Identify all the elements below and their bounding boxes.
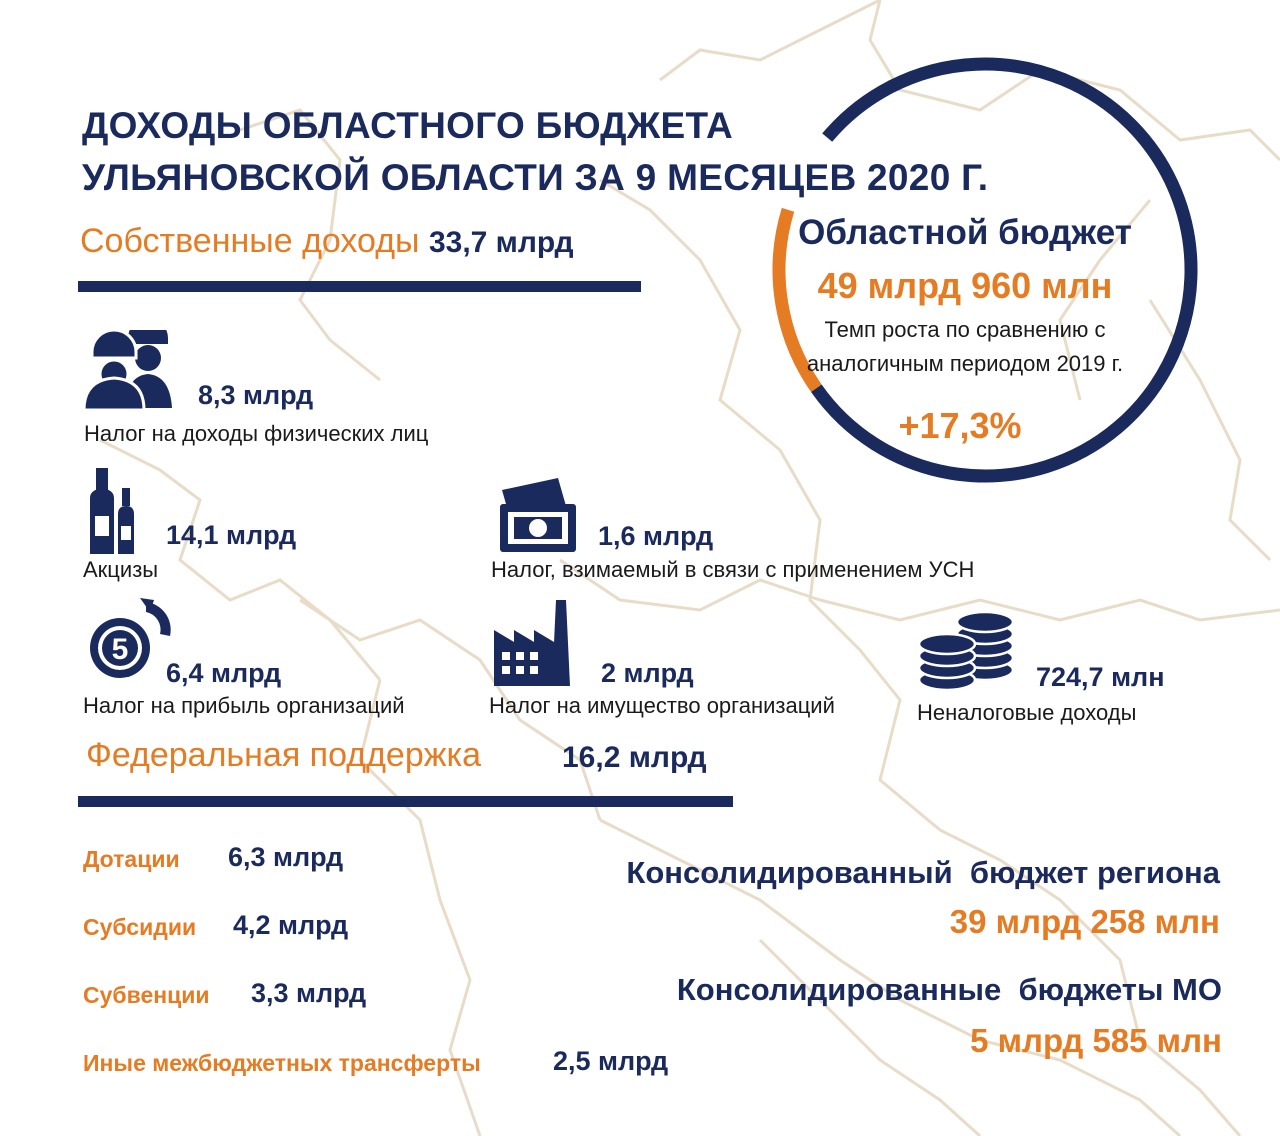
svg-text:5: 5 [111,633,129,666]
workers-icon [82,330,174,410]
consolidated-region-label: Консолидированный бюджет региона [626,855,1220,890]
nontax-value: 724,7 млн [1036,662,1165,692]
subventions-label: Субвенции [83,982,210,1008]
profit-value: 6,4 млрд [166,658,282,688]
property-value: 2 млрд [601,658,694,688]
federal-support-label: Федеральная поддержка [86,736,482,774]
growth-text-line-1: Темп роста по сравнению с [824,317,1106,342]
nontax-label: Неналоговые доходы [917,700,1137,725]
coins-icon [917,604,1015,692]
federal-support-divider [78,796,733,807]
pit-value: 8,3 млрд [198,380,314,410]
other-transfers-value: 2,5 млрд [553,1046,669,1076]
subsidies-value: 4,2 млрд [233,910,349,940]
money-icon [496,478,578,554]
usn-value: 1,6 млрд [598,521,714,551]
title-line-1: ДОХОДЫ ОБЛАСТНОГО БЮДЖЕТА [82,105,734,146]
own-income-heading [80,222,574,261]
subventions-value: 3,3 млрд [251,978,367,1008]
consolidated-region-value: 39 млрд 258 млн [949,903,1220,940]
grants-value: 6,3 млрд [228,842,344,872]
pit-label: Налог на доходы физических лиц [84,421,429,446]
own-income-value: 33,7 млрд [428,226,574,259]
property-label: Налог на имущество организаций [489,693,835,718]
federal-support-value: 16,2 млрд [562,741,707,774]
own-income-label: Собственные доходы [80,222,420,260]
factory-icon [494,600,578,686]
usn-label: Налог, взимаемый в связи с применением УСН [491,557,975,582]
growth-description [760,313,1170,381]
title-line-2: УЛЬЯНОВСКОЙ ОБЛАСТИ ЗА 9 МЕСЯЦЕВ 2020 Г. [82,157,989,198]
excise-label: Акцизы [83,557,159,582]
growth-text-line-2: аналогичным периодом 2019 г. [806,351,1124,376]
consolidated-mo-value: 5 млрд 585 млн [970,1022,1222,1059]
regional-budget-label: Областной бюджет [798,213,1132,252]
grants-label: Дотации [83,846,180,872]
profit-label: Налог на прибыль организаций [83,693,405,718]
other-transfers-label: Иные межбюджетных трансферты [83,1050,481,1076]
bottles-icon [86,468,142,554]
own-income-divider [78,281,641,292]
profit-icon [86,598,176,680]
excise-value: 14,1 млрд [166,520,297,550]
subsidies-label: Субсидии [83,914,197,940]
consolidated-mo-label: Консолидированные бюджеты МО [676,972,1222,1007]
growth-value: +17,3% [898,405,1022,446]
regional-budget-value: 49 млрд 960 млн [817,265,1113,306]
